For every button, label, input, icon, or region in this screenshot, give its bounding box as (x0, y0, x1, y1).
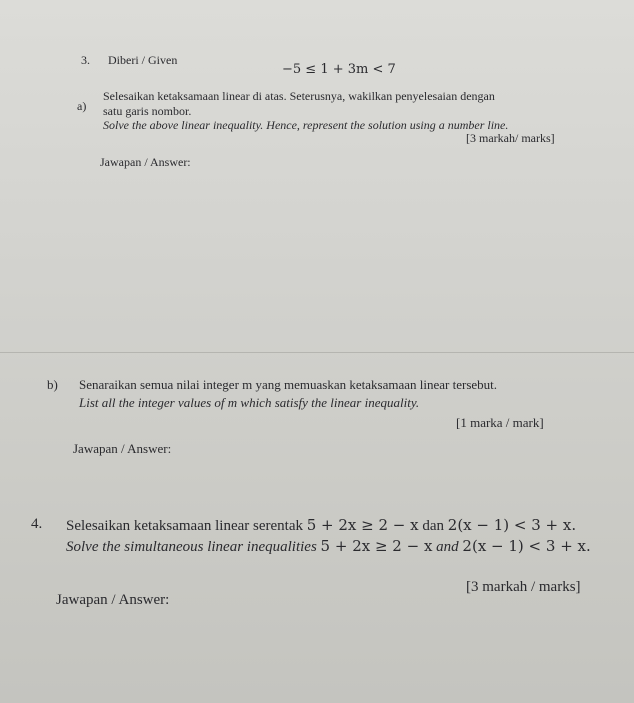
given-label: Diberi / Given (108, 53, 178, 67)
part-b-english: List all the integer values of m which satisfy the linear inequality. (79, 395, 420, 410)
part-a-label: a) (77, 99, 87, 113)
q4-english-and: and (436, 539, 459, 555)
part-a-malay-line2: satu garis nombor. (103, 104, 192, 118)
question-4-malay-line (66, 516, 576, 535)
part-a-answer-label: Jawapan / Answer: (100, 155, 191, 169)
question-4-marks: [3 markah / marks] (466, 579, 581, 595)
given-inequality: −5 ≤ 1 + 3m < 7 (282, 62, 396, 77)
q4-english-inequality-2: 2(x − 1) < 3 + x. (462, 537, 591, 555)
question-4-english-line (66, 537, 591, 556)
question-3-number: 3. (81, 53, 90, 67)
q4-malay-dan: dan (422, 518, 445, 534)
question-4-number: 4. (31, 516, 43, 532)
part-a-english: Solve the above linear inequality. Hence, represent the solution using a number line. (103, 118, 509, 132)
part-a-malay-line1: Selesaikan ketaksamaan linear di atas. Seterusnya, wakilkan penyelesaian dengan (103, 89, 495, 103)
q4-malay-inequality-2: 2(x − 1) < 3 + x. (447, 516, 577, 534)
part-b-answer-label: Jawapan / Answer: (73, 441, 172, 456)
q4-english-inequality-1: 5 + 2x ≥ 2 − x (320, 537, 433, 555)
q4-malay-inequality-1: 5 + 2x ≥ 2 − x (306, 516, 419, 534)
q4-malay-text: Selesaikan ketaksamaan linear serentak (66, 518, 303, 534)
part-b-label: b) (47, 377, 58, 392)
q4-english-text: Solve the simultaneous linear inequalities (66, 539, 317, 555)
part-b-marks: [1 marka / mark] (456, 415, 544, 430)
paper-fold-line (0, 352, 634, 353)
question-4-answer-label: Jawapan / Answer: (56, 592, 170, 608)
part-b-malay: Senaraikan semua nilai integer m yang memuaskan ketaksamaan linear tersebut. (79, 377, 498, 392)
part-a-marks: [3 markah/ marks] (466, 131, 555, 145)
